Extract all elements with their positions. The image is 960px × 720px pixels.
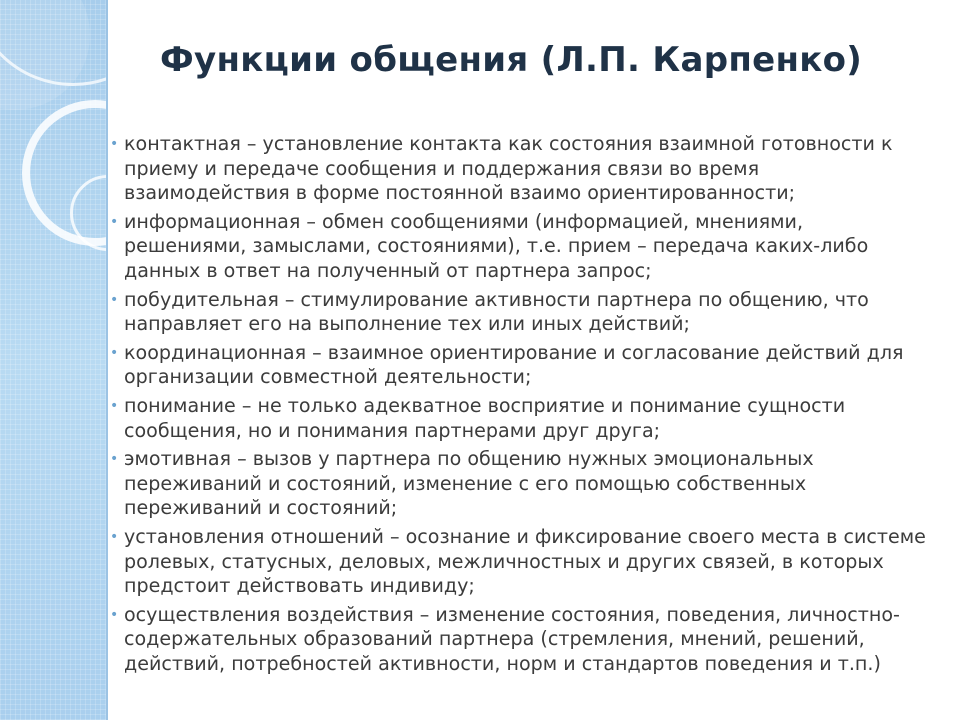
bullet-icon: • (110, 397, 119, 414)
item-text: координационная – взаимное ориентирование и согласование действий для организации совместной деятельности; (124, 340, 904, 389)
list-item (110, 132, 930, 206)
bullet-icon: • (110, 344, 119, 361)
bullet-icon: • (110, 528, 119, 545)
list-item (110, 210, 930, 284)
list-item (110, 603, 930, 677)
bullet-icon: • (110, 291, 119, 308)
item-text: понимание – не только адекватное восприятие и понимание сущности сообщения, но и понимания партнерами друг друга; (124, 393, 846, 442)
slide-title: Функции общения (Л.П. Карпенко) (160, 40, 863, 80)
list-item (110, 447, 930, 521)
item-text: информационная – обмен сообщениями (информацией, мнениями, решениями, замыслами, состояниями), т.е. прием – передача каких-либо данных в ответ на полученный от партнера запрос; (124, 209, 869, 282)
list-item (110, 341, 930, 390)
side-band-edge (106, 0, 108, 720)
bullet-icon: • (110, 451, 119, 468)
functions-list (110, 132, 930, 680)
bullet-icon: • (110, 606, 119, 623)
item-text: контактная – установление контакта как состояния взаимной готовности к приему и передаче сообщения и поддержания связи во время взаимодействия в форме постоянной взаимо ориентированности; (124, 132, 893, 205)
item-text: эмотивная – вызов у партнера по общению нужных эмоциональных переживаний и состояний, изменение с его помощью собственных переживаний и состояний; (124, 447, 814, 520)
list-item (110, 394, 930, 443)
list-item (110, 525, 930, 599)
item-text: осуществления воздействия – изменение состояния, поведения, личностно-содержательных образований партнера (стремления, мнений, решений, действий, потребностей активности, норм и стандартов поведения и т.п.) (124, 602, 900, 675)
item-text: побудительная – стимулирование активности партнера по общению, что направляет его на выполнение тех или иных действий; (124, 287, 869, 336)
bullet-icon: • (110, 213, 119, 230)
bullet-icon: • (110, 136, 119, 152)
item-text: установления отношений – осознание и фиксирование своего места в системе ролевых, статусных, деловых, межличностных и других связей, в которых предстоит действовать индивиду; (124, 524, 926, 598)
list-item (110, 288, 930, 337)
decorative-side-band (0, 0, 106, 720)
